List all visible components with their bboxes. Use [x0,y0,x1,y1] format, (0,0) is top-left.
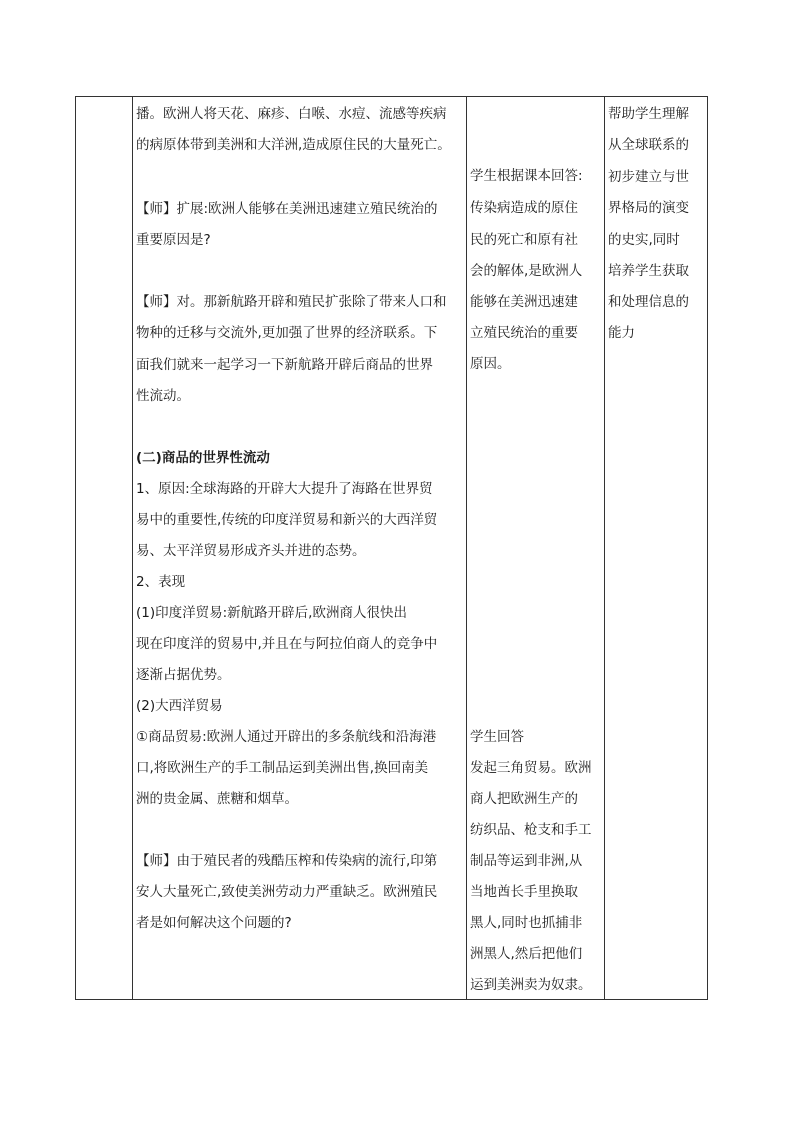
teacher-line: 逐渐占据优势。 [136,667,231,683]
intent-line: 培养学生获取 [608,263,689,279]
student-line: 立殖民统治的重要 [470,325,578,341]
teacher-line: 播。欧洲人将天花、麻疹、白喉、水痘、流感等疾病 [136,106,447,122]
design-intent-cell [608,97,708,999]
student-line: 运到美洲卖为奴隶。 [470,977,592,993]
intent-line: 从全球联系的 [608,137,689,153]
teacher-line: 易、太平洋贸易形成齐头并进的态势。 [136,543,366,559]
teacher-line: 物种的迁移与交流外,更加强了世界的经济联系。下 [136,325,438,341]
student-line: 当地酋长手里换取 [470,884,578,900]
lesson-table [75,96,708,1000]
column-divider [604,97,605,999]
student-line: 会的解体,是欧洲人 [470,263,583,279]
column-divider [466,97,467,999]
teacher-line: 性流动。 [136,388,190,404]
teacher-line: 的病原体带到美洲和大洋洲,造成原住民的大量死亡。 [136,137,451,153]
teacher-line: 面我们就来一起学习一下新航路开辟后商品的世界 [136,357,433,373]
intent-line: 的史实,同时 [608,232,680,248]
teacher-activity-cell [136,97,464,999]
teacher-line: 【师】由于殖民者的残酷压榨和传染病的流行,印第 [136,853,438,869]
teacher-line: 【师】扩展:欧洲人能够在美洲迅速建立殖民统治的 [136,201,438,217]
student-line: 纺织品、枪支和手工 [470,822,592,838]
teacher-line: 重要原因是? [136,232,211,248]
teacher-line: 洲的贵金属、蔗糖和烟草。 [136,791,298,807]
teacher-line: (2)大西洋贸易 [136,698,223,714]
intent-line: 能力 [608,325,635,341]
teacher-line: 易中的重要性,传统的印度洋贸易和新兴的大西洋贸 [136,512,438,528]
teacher-line: 现在印度洋的贸易中,并且在与阿拉伯商人的竞争中 [136,636,438,652]
teacher-line: 2、表现 [136,574,186,590]
student-line: 洲黑人,然后把他们 [470,946,583,962]
intent-line: 初步建立与世 [608,169,689,185]
intent-line: 界格局的演变 [608,200,689,216]
teacher-line: (1)印度洋贸易:新航路开辟后,欧洲商人很快出 [136,605,407,621]
teacher-line: 【师】对。那新航路开辟和殖民扩张除了带来人口和 [136,294,447,310]
section-heading: (二)商品的世界性流动 [136,450,270,466]
teacher-line: 安人大量死亡,致使美洲劳动力严重缺乏。欧洲殖民 [136,884,438,900]
student-line: 制品等运到非洲,从 [470,853,583,869]
student-line: 能够在美洲迅速建 [470,294,578,310]
student-line: 学生根据课本回答: [470,168,583,184]
teacher-line: ①商品贸易:欧洲人通过开辟出的多条航线和沿海港 [136,729,437,745]
student-line: 发起三角贸易。欧洲 [470,760,592,776]
student-line: 原因。 [470,356,511,372]
column-divider [132,97,133,999]
student-line: 黑人,同时也抓捕非 [470,915,583,931]
intent-line: 和处理信息的 [608,294,689,310]
student-activity-cell [470,97,602,999]
student-line: 传染病造成的原住 [470,200,578,216]
teacher-line: 者是如何解决这个问题的? [136,915,292,931]
student-line: 学生回答 [470,729,524,745]
student-line: 商人把欧洲生产的 [470,791,578,807]
stage-cell [76,97,132,999]
teacher-line: 口,将欧洲生产的手工制品运到美洲出售,换回南美 [136,760,429,776]
teacher-line: 1、原因:全球海路的开辟大大提升了海路在世界贸 [136,481,433,497]
student-line: 民的死亡和原有社 [470,232,578,248]
intent-line: 帮助学生理解 [608,106,689,122]
